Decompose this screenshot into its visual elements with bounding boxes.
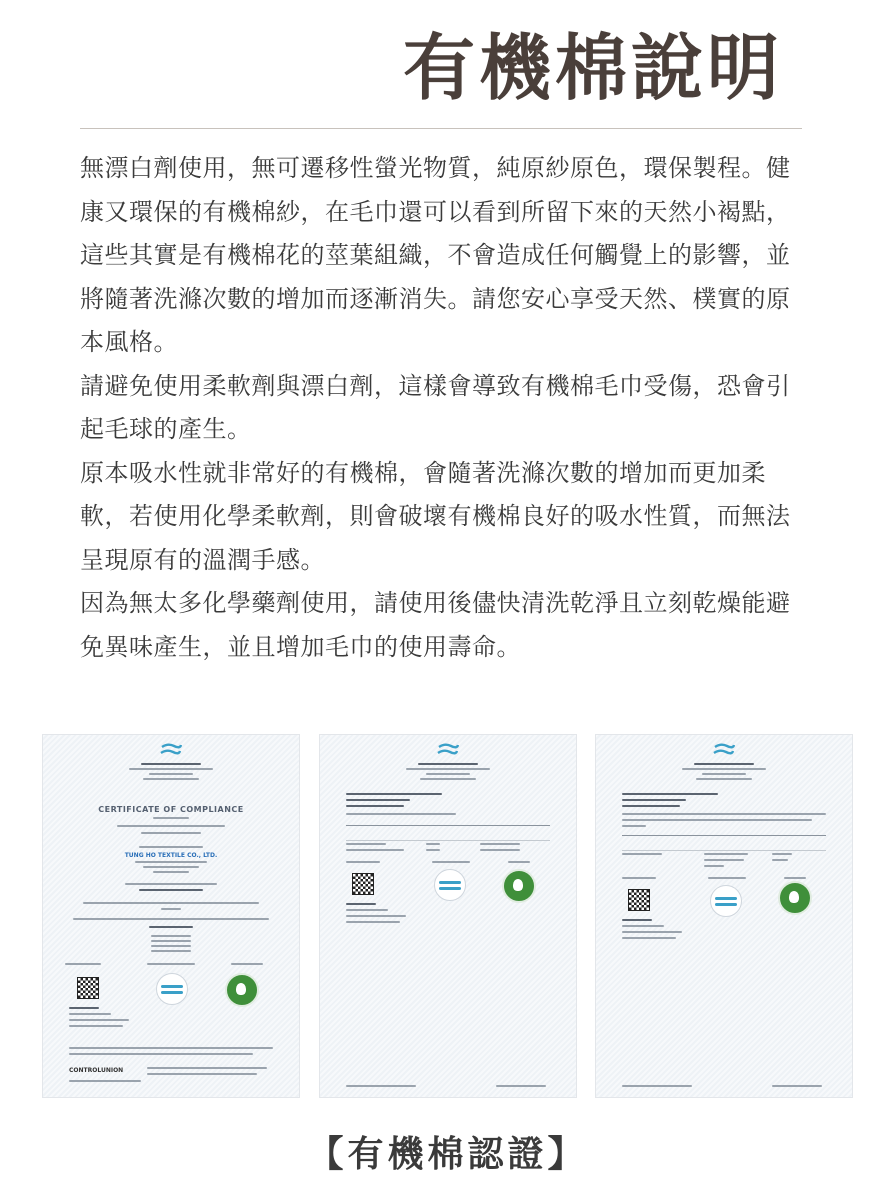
- gots-seal-icon: [778, 881, 812, 915]
- facility-table: [622, 835, 826, 851]
- control-union-logo: CONTROLUNION: [69, 1067, 124, 1074]
- control-union-wave-icon: [437, 742, 459, 756]
- paragraph-drying: 因為無太多化學藥劑使用，請使用後儘快清洗乾淨且立刻乾燥能避免異味產生，並且增加毛巾的使用壽命。: [80, 589, 791, 661]
- paragraph-no-bleach: 無漂白劑使用，無可遷移性螢光物質，純原紗原色，環保製程。健康又環保的有機棉紗，在毛巾還可以看到所留下來的天然小褐點，這些其實是有機棉花的莖葉組織，不會造成任何觸覺上的影響，並將隨著洗滌次數的增加而逐漸消失。請您安心享受天然、樸實的原本風格。: [80, 154, 791, 356]
- certificate-heading: CERTIFICATE OF COMPLIANCE: [98, 805, 244, 814]
- title-divider: [80, 128, 802, 129]
- qr-code-icon: [352, 873, 374, 895]
- certificate-image-2[interactable]: [319, 734, 577, 1098]
- textile-exchange-seal-icon: [434, 869, 466, 901]
- certificate-image-1[interactable]: [42, 734, 300, 1098]
- paragraph-absorbency: 原本吸水性就非常好的有機棉，會隨著洗滌次數的增加而更加柔軟，若使用化學柔軟劑，則會破壞有機棉良好的吸水性質，而無法呈現原有的溫潤手感。: [80, 458, 791, 574]
- description-body: [80, 147, 800, 669]
- control-union-wave-icon: [713, 742, 735, 756]
- paragraph-avoid-softener: 請避免使用柔軟劑與漂白劑，這樣會導致有機棉毛巾受傷，恐會引起毛球的產生。: [80, 371, 791, 443]
- control-union-wave-icon: [160, 742, 182, 756]
- qr-code-icon: [77, 977, 99, 999]
- gots-seal-icon: [502, 869, 536, 903]
- certification-heading: 【有機棉認證】: [307, 1134, 588, 1175]
- page-title: 有機棉說明: [402, 25, 783, 110]
- certificate-company: TUNG HO TEXTILE CO., LTD.: [124, 852, 218, 859]
- qr-code-icon: [628, 889, 650, 911]
- product-table: [346, 825, 550, 841]
- textile-exchange-seal-icon: [710, 885, 742, 917]
- certificate-image-3[interactable]: [595, 734, 853, 1098]
- textile-exchange-seal-icon: [156, 973, 188, 1005]
- gots-seal-icon: [225, 973, 259, 1007]
